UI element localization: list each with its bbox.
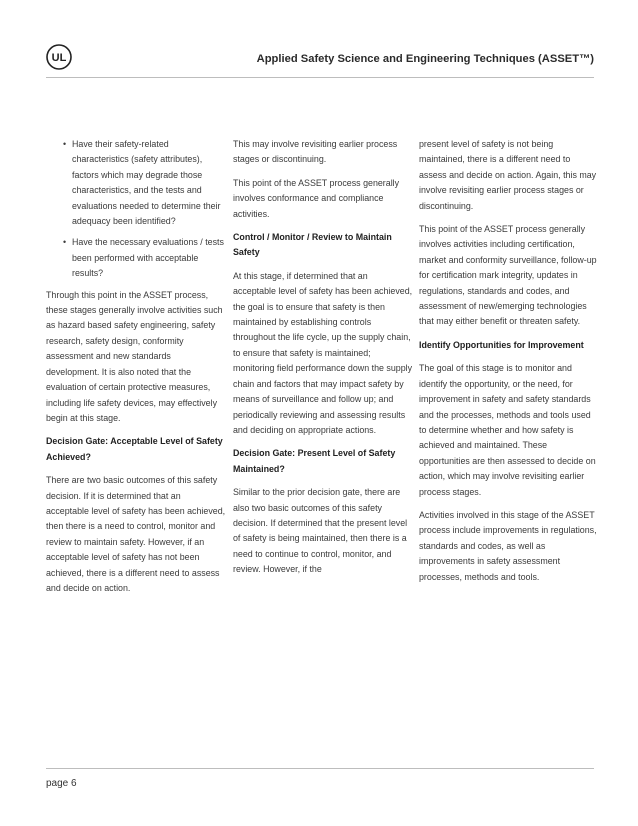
paragraph: present level of safety is not being maintained, there is a different need to assess and decide on action. Again, this may involve revisiting earlier process stages or discontinuing. [419, 139, 597, 211]
page-number: page 6 [46, 778, 77, 789]
paragraph: At this stage, if determined that an acceptable level of safety has been achieved, the goal is to ensure that safety is then maintained by establishing controls throughout the life cycle, up the supply chain, to ensure that safety is maintained; monitoring field performance down the supply chain and factors that may impact safety by means of surveillance and follow up; and periodically reviewing and assessing results and deciding on appropriate actions. [233, 270, 413, 435]
ul-logo [46, 44, 72, 70]
section-heading: Identify Opportunities for Improvement [419, 339, 584, 350]
paragraph: There are two basic outcomes of this safety decision. If it is determined that an acceptable level of safety has been achieved, then there is a need to control, monitor and review to maintain safety. However, if an acceptable level of safety has not been achieved, there is a different need to assess and decide on action. [46, 475, 226, 593]
section-heading: Control / Monitor / Review to Maintain Safety [233, 232, 392, 258]
paragraph: Similar to the prior decision gate, there are also two basic outcomes of this safety decision. If determined that the present level of safety is being maintained, then there is a need to continue to control, monitor, and review. However, if the [233, 487, 408, 575]
paragraph: Activities involved in this stage of the ASSET process include improvements in regulations, standards and codes, as well as improvements in safety assessment processes, methods and tools. [419, 509, 597, 582]
paragraph: This point of the ASSET process generally involves conformance and compliance activities. [233, 177, 400, 219]
list-item-text: Have the necessary evaluations / tests been performed with acceptable results? [72, 237, 224, 279]
ul-logo-text: UL [51, 52, 67, 65]
footer-divider [46, 768, 594, 769]
bullet-list [46, 137, 226, 282]
paragraph: This point of the ASSET process generally involves activities including certification, market and conformity surveillance, follow-up for certification mark integrity, updates in regulations, standards and codes, and assessment of new/emerging technologies that may either benefit or threaten safety. [419, 224, 597, 327]
section-heading: Decision Gate: Present Level of Safety Maintained? [233, 448, 396, 474]
column-2 [233, 137, 413, 586]
paragraph: Through this point in the ASSET process, these stages generally involve activities such as hazard based safety engineering, safety research, safety design, conformity assessment and new standards development. It is also noted that the evaluation of certain protective measures, including life safety devices, may effectively begin at this stage. [46, 289, 223, 423]
list-item-text: Have their safety-related characteristics (safety attributes), factors which may degrade those characteristics, and the tests and evaluations needed to determine their adequacy been identified? [72, 139, 221, 227]
column-1 [46, 137, 226, 604]
list-item: • Have the necessary evaluations / tests been performed with acceptable results? [63, 237, 224, 279]
column-3 [419, 137, 599, 593]
section-heading: Decision Gate: Acceptable Level of Safety Achieved? [46, 436, 223, 462]
document-title: Applied Safety Science and Engineering Techniques (ASSET™) [256, 53, 594, 65]
list-item: • Have their safety-related characteristics (safety attributes), factors which may degrade those characteristics, and the tests and evaluations needed to determine their adequacy been identified? [63, 139, 221, 227]
paragraph: The goal of this stage is to monitor and identify the opportunity, or the need, for improvement in safety and safety standards and the processes, methods and tools used to determine whether and how safety is achieved and maintained. These opportunities are then assessed to decide on action, which may involve revisiting earlier process stages. [419, 363, 596, 497]
paragraph: This may involve revisiting earlier process stages or discontinuing. [233, 139, 398, 165]
header-divider [46, 77, 594, 78]
